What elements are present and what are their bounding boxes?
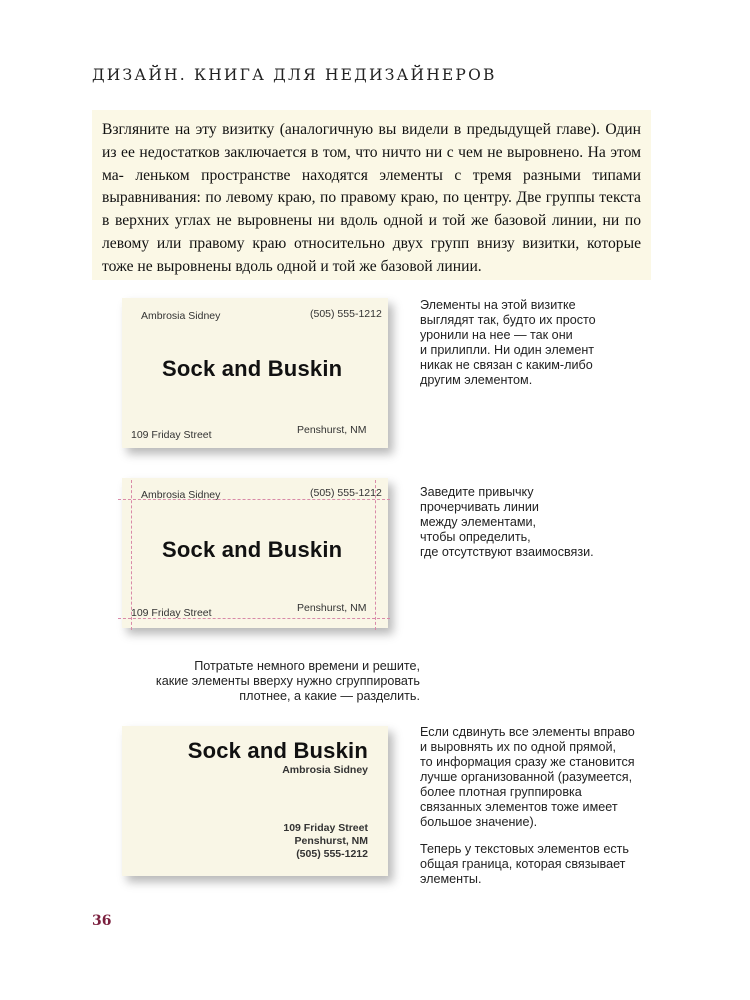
card-street: 109 Friday Street [283, 822, 368, 834]
note-line: плотнее, а какие — разделить. [239, 689, 420, 703]
note-line: связанных элементов тоже имеет [420, 800, 618, 814]
guide-line-bottom [118, 618, 390, 619]
card-address-block [283, 822, 368, 861]
intro-line: по левому краю, по правому краю, по центру. Две группы текста в верхних углах [102, 189, 641, 230]
note-line: более плотная группировка [420, 785, 582, 799]
business-card-aligned [122, 726, 388, 876]
intro-box [92, 110, 651, 280]
note-guides [420, 485, 594, 560]
intro-line: ее недостатков заключается в том, что ничто ни с чем не выровнено. На этом ма- [102, 143, 641, 184]
intro-line: леньком пространстве находятся элементы с тремя разными типами выравнивания: [102, 166, 641, 207]
note-line: какие элементы вверху нужно сгруппировать [155, 674, 420, 688]
card-aligned-text [188, 738, 368, 777]
note-line: прочерчивать линии [420, 500, 539, 514]
note-line: Потратьте немного времени и решите, [194, 659, 420, 673]
note-line: никак не связан с каким-либо [420, 358, 593, 372]
note-line: элементы. [420, 872, 482, 886]
card-company: Sock and Buskin [162, 537, 343, 562]
intro-line: не выровнены ни вдоль одной и той же базовой линии, ни по левому или правому [102, 212, 642, 252]
note-line: между элементами, [420, 515, 537, 529]
card-company: Sock and Buskin [187, 738, 368, 763]
note-line: лучше организованной (разумеется, [420, 770, 633, 784]
card-company: Sock and Buskin [162, 356, 343, 381]
note-line: другим элементом. [420, 373, 533, 387]
note-line: уронили на нее — так они [420, 328, 573, 342]
note-unaligned [420, 298, 596, 388]
business-card-unaligned [122, 298, 388, 448]
card-city: Penshurst, NM [294, 835, 368, 847]
card-city: Penshurst, NM [297, 424, 367, 436]
business-card-with-guides [122, 478, 388, 628]
note-line: общая граница, которая связывает [420, 857, 626, 871]
intro-paragraph [92, 110, 651, 279]
card-name: Ambrosia Sidney [141, 310, 221, 322]
card-phone: (505) 555-1212 [296, 848, 368, 860]
note-line: где отсутствуют взаимосвязи. [420, 545, 594, 559]
note-line: Элементы на этой визитке [420, 298, 576, 312]
page-number: 36 [92, 913, 112, 929]
card-phone: (505) 555-1212 [310, 487, 382, 499]
note-line: то информация сразу же становится [420, 755, 635, 769]
note-common-edge [420, 842, 629, 887]
guide-line-right [375, 480, 376, 630]
note-line: Если сдвинуть все элементы вправо [420, 725, 635, 739]
guide-line-left [131, 480, 132, 630]
note-line: и выровнять их по одной прямой, [420, 740, 616, 754]
intro-line: Взгляните на эту визитку (аналогичную вы видели в предыдущей главе). Один из [102, 121, 641, 161]
note-aligned [420, 725, 635, 830]
guide-line-top [118, 499, 390, 500]
note-grouping [120, 659, 420, 704]
note-line: и прилипли. Ни один элемент [420, 343, 595, 357]
card-street: 109 Friday Street [131, 607, 212, 619]
running-head: ДИЗАЙН. КНИГА ДЛЯ НЕДИЗАЙНЕРОВ [92, 66, 497, 84]
card-phone: (505) 555-1212 [310, 308, 382, 320]
card-city: Penshurst, NM [297, 602, 367, 614]
note-line: большое значение). [420, 815, 538, 829]
note-line: чтобы определить, [420, 530, 531, 544]
card-name: Ambrosia Sidney [282, 764, 368, 776]
card-name: Ambrosia Sidney [141, 489, 221, 501]
note-line: Заведите привычку [420, 485, 534, 499]
intro-line: одной и той же базовой линии. [276, 257, 482, 275]
note-line: выглядят так, будто их просто [420, 313, 596, 327]
card-street: 109 Friday Street [131, 429, 212, 441]
note-line: Теперь у текстовых элементов есть [420, 842, 629, 856]
intro-line: краю относительно двух групп внизу визитки, которые тоже не выровнены вдоль [102, 234, 641, 275]
